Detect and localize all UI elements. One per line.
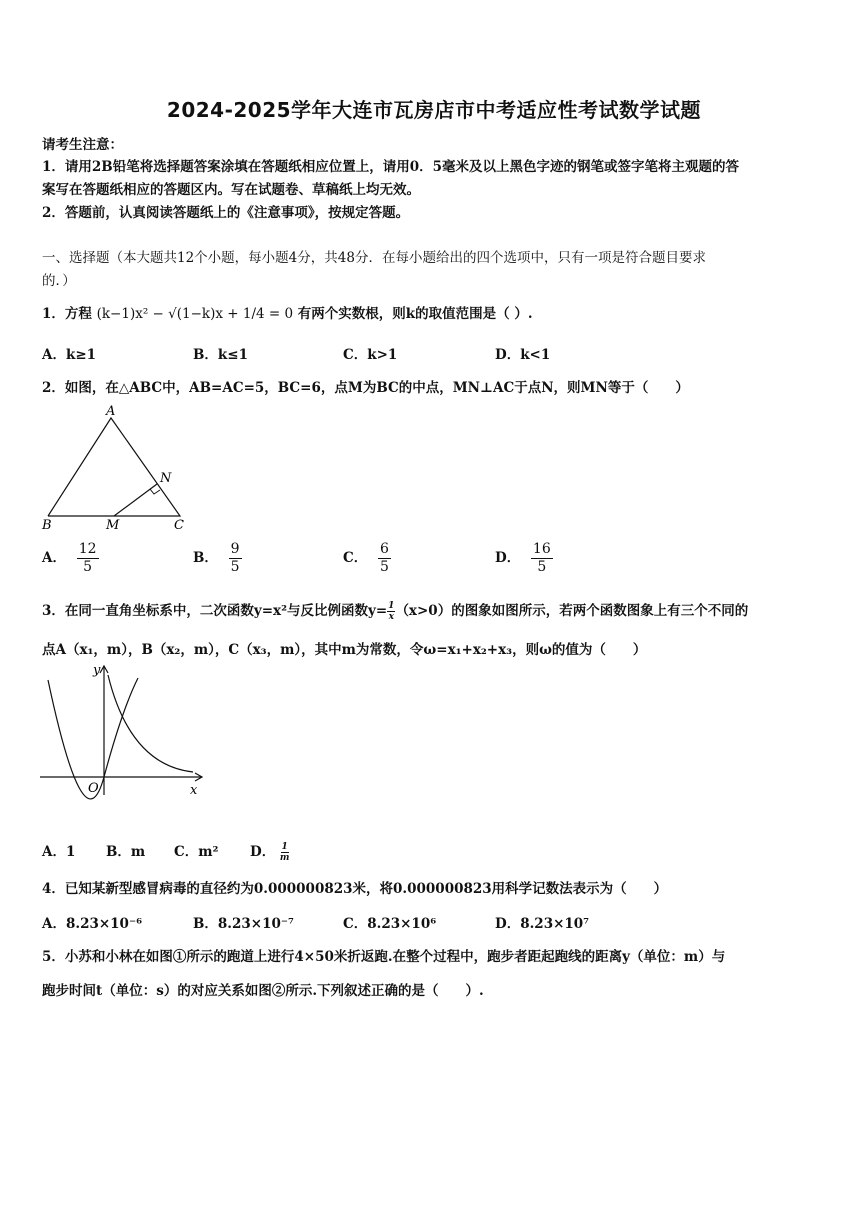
label-c: C xyxy=(174,518,184,533)
label-n: N xyxy=(160,471,172,486)
label-a: A xyxy=(106,404,116,419)
q3-option-d-fraction: $\frac{1}{m}$ xyxy=(279,842,290,863)
q1-suffix: 有两个实数根，则k的取值范围是（ ）. xyxy=(297,306,533,322)
q3-option-c: C．m² xyxy=(174,844,219,860)
q2-option-a: A． $\frac{12}{5}$ xyxy=(42,541,97,575)
q2-stem: 2．如图，在△ABC中，AB=AC=5，BC=6，点M为BC的中点，MN⊥AC于点N，则MN等于（ ） xyxy=(42,380,689,396)
q4-option-a: A．8.23×10⁻⁶ xyxy=(42,916,142,932)
label-origin: O xyxy=(88,781,99,796)
segment-mn xyxy=(114,484,157,516)
q3-option-a: A．1 xyxy=(42,844,76,860)
q4-option-b: B．8.23×10⁻⁷ xyxy=(193,916,294,932)
q2-option-a-fraction: $\frac{12}{5}$ xyxy=(78,541,97,575)
q1-option-c: C．k>1 xyxy=(343,347,398,363)
q4-option-c: C．8.23×10⁶ xyxy=(343,916,437,932)
section-heading-line2: 的．） xyxy=(42,273,76,289)
q5-stem-line1: 5．小苏和小林在如图①所示的跑道上进行4×50米折返跑.在整个过程中，跑步者距起跑线的距离y（单位：m）与 xyxy=(42,949,726,965)
q4-stem: 4．已知某新型感冒病毒的直径约为0.000000823米，将0.000000823用科学记数法表示为（ ） xyxy=(42,881,668,897)
q1-stem xyxy=(42,302,533,322)
label-m: M xyxy=(106,518,120,533)
q2-option-d: D． $\frac{16}{5}$ xyxy=(495,541,551,575)
q3-option-d: D． $\frac{1}{m}$ xyxy=(250,842,290,863)
label-y: y xyxy=(93,663,101,678)
q4-option-d: D．8.23×10⁷ xyxy=(495,916,590,932)
q2-option-b-fraction: $\frac{9}{5}$ xyxy=(230,541,240,575)
q1-equation: (k−1)x² − √(1−k)x + 1/4 = 0 xyxy=(96,306,294,322)
label-x: x xyxy=(190,783,198,798)
hyperbola-curve xyxy=(108,675,193,772)
q3-option-b: B．m xyxy=(106,844,146,860)
q2-option-c: C． $\frac{6}{5}$ xyxy=(343,541,389,575)
section-heading-line1: 一、选择题（本大题共12个小题，每小题4分，共48分．在每小题给出的四个选项中，只有一项是符合题目要求 xyxy=(42,250,706,266)
notice-item1-line2: 案写在答题纸相应的答题区内。写在试题卷、草稿纸上均无效。 xyxy=(42,182,420,198)
q2-option-c-fraction: $\frac{6}{5}$ xyxy=(379,541,389,575)
q1-option-d: D．k<1 xyxy=(495,347,551,363)
notice-heading: 请考生注意： xyxy=(42,137,123,153)
exam-title: 2024-2025学年大连市瓦房店市中考适应性考试数学试题 xyxy=(166,98,702,122)
notice-item2: 2．答题前，认真阅读答题纸上的《注意事项》，按规定答题。 xyxy=(42,205,410,221)
q2-triangle-figure xyxy=(38,404,198,534)
q1-option-b: B．k≤1 xyxy=(193,347,248,363)
q3-inline-fraction: $\frac{1}{x}$ xyxy=(388,601,395,622)
q2-option-b: B． $\frac{9}{5}$ xyxy=(193,541,240,575)
q2-option-d-fraction: $\frac{16}{5}$ xyxy=(532,541,551,575)
q3-graph-figure xyxy=(38,660,208,800)
q1-prefix: 1．方程 xyxy=(42,306,92,322)
label-b: B xyxy=(42,518,52,533)
triangle-abc xyxy=(48,418,180,516)
right-angle-mark xyxy=(150,489,160,494)
q5-stem-line2: 跑步时间t（单位：s）的对应关系如图②所示.下列叙述正确的是（ ）. xyxy=(42,983,484,999)
q3-stem-line1: 3．在同一直角坐标系中，二次函数y=x²与反比例函数y= $\frac{1}{x}$ （x>0）的图象如图所示，若两个函数图象上有三个不同的 xyxy=(42,601,749,622)
notice-item1-line1: 1．请用2B铅笔将选择题答案涂填在答题纸相应位置上，请用0．5毫米及以上黑色字迹的钢笔或签字笔将主观题的答 xyxy=(42,159,739,175)
q1-option-a: A．k≥1 xyxy=(42,347,97,363)
q3-stem-line2: 点A（x₁，m），B（x₂，m），C（x₃，m），其中m为常数，令ω=x₁+x₂+x₃，则ω的值为（ ） xyxy=(42,642,647,658)
